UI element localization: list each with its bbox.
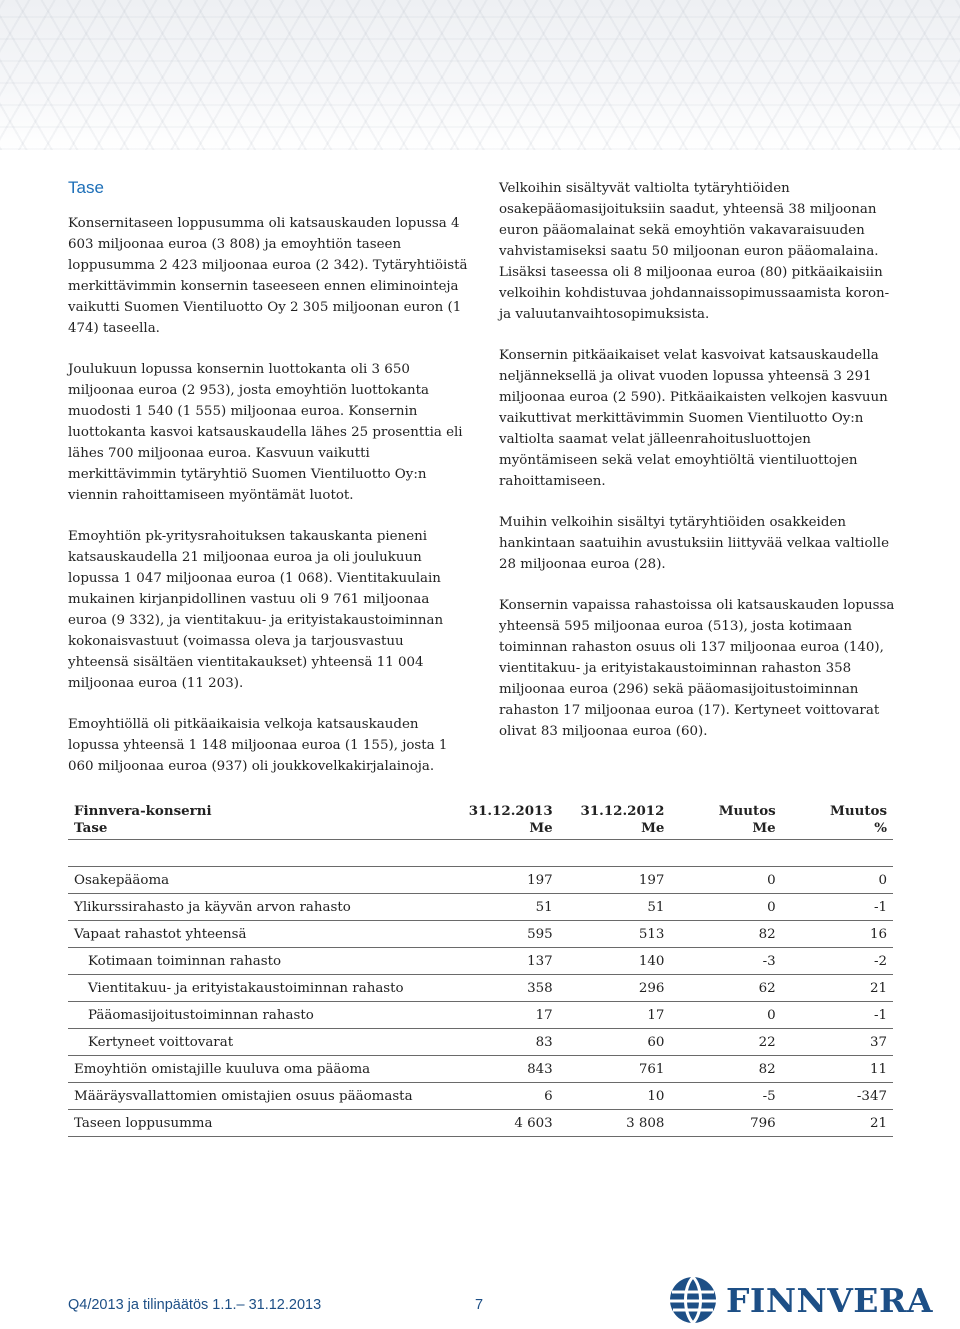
value-change: 796 <box>670 1110 781 1137</box>
right-paragraph: Konsernin vapaissa rahastoissa oli katsauskauden lopussa yhteensä 595 miljoonaa euroa (513), josta kotimaan toiminnan rahaston osuus oli 137 miljoonaa euroa (140), vientitakuu- ja erityistakaustoiminnan rahaston 358 miljoonaa euroa (296) sekä pääomasijoitustoiminnan rahaston 17 miljoonaa euroa (17). Kertyneet voittovarat olivat 83 miljoonaa euroa (60). <box>499 598 895 739</box>
table-row <box>68 1029 893 1056</box>
value-2012: 51 <box>559 894 671 921</box>
table-header-row <box>68 798 893 840</box>
value-change: 82 <box>670 1056 781 1083</box>
header-tase: Tase <box>74 820 108 836</box>
header-2012-date: 31.12.2012 <box>580 803 665 819</box>
table-row <box>68 867 893 894</box>
right-paragraph: Velkoihin sisältyvät valtiolta tytäryhtiöiden osakepääomasijoituksiin saadut, yhteensä 38 miljoonan euron pääomalainat sekä emoyhtiön vakavaraisuuden vahvistamiseksi saatu 50 miljoonan euron pääomalaina. Lisäksi taseessa oli 8 miljoonaa euroa (80) pitkäaikaisiin velkoihin kohdistuvaa johdannaissopimussaamista koron- ja valuutanvaihtosopimuksista. <box>499 181 890 322</box>
left-column <box>68 178 468 797</box>
header-company: Finnvera-konserni <box>74 803 212 819</box>
value-2012: 60 <box>559 1029 671 1056</box>
table-row <box>68 1056 893 1083</box>
header-change-pct-label: Muutos <box>830 803 887 819</box>
table-row <box>68 975 893 1002</box>
table-row <box>68 894 893 921</box>
left-paragraph: Konsernitaseen loppusumma oli katsauskauden lopussa 4 603 miljoonaa euroa (3 808) ja emoyhtiön taseen loppusumma 2 423 miljoonaa euroa (2 342). Tytäryhtiöistä merkittävimmin konsernin taseeseen ennen eliminointeja vaikutti Suomen Vientiluotto Oy 2 305 miljoonan euron (1 474) taseella. <box>68 216 468 336</box>
value-change: 82 <box>670 921 781 948</box>
footer-report-title: Q4/2013 ja tilinpäätös 1.1.– 31.12.2013 <box>68 1297 322 1313</box>
header-2013-unit: Me <box>529 820 553 836</box>
row-label: Kertyneet voittovarat <box>68 1029 447 1056</box>
row-label: Kotimaan toiminnan rahasto <box>68 948 447 975</box>
row-label: Osakepääoma <box>68 867 447 894</box>
value-2012: 296 <box>559 975 671 1002</box>
value-2012: 10 <box>559 1083 671 1110</box>
header-change-unit: Me <box>752 820 776 836</box>
value-change-pct: -1 <box>782 894 893 921</box>
header-change-label: Muutos <box>718 803 776 819</box>
balance-sheet-table <box>68 798 893 1137</box>
logo-wordmark: FINNVERA <box>726 1281 933 1320</box>
value-change: 0 <box>670 1002 781 1029</box>
value-2012: 513 <box>559 921 671 948</box>
table-row <box>68 948 893 975</box>
value-change-pct: 21 <box>782 1110 893 1137</box>
value-2012: 3 808 <box>559 1110 671 1137</box>
value-change-pct: -1 <box>782 1002 893 1029</box>
header-pattern <box>0 0 960 150</box>
table-row <box>68 1002 893 1029</box>
value-2013: 6 <box>447 1083 559 1110</box>
value-change: 0 <box>670 894 781 921</box>
header-2012-unit: Me <box>641 820 665 836</box>
row-label: Määräysvallattomien omistajien osuus pääomasta <box>68 1083 447 1110</box>
page-number: 7 <box>475 1297 484 1313</box>
row-label: Ylikurssirahasto ja käyvän arvon rahasto <box>68 894 447 921</box>
value-change-pct: -347 <box>782 1083 893 1110</box>
left-paragraph: Emoyhtiön pk-yritysrahoituksen takauskanta pieneni katsauskaudella 21 miljoonaa euroa ja oli joulukuun lopussa 1 047 miljoonaa euroa (1 068). Vientitakuulain mukainen kirjanpidollinen vastuu oli 9 761 miljoonaa euroa (9 332), ja vientitakuu- ja erityistakaustoiminnan kokonaisvastuut (voimassa oleva ja tarjousvastuu yhteensä sisältäen vientitakaukset) yhteensä 11 004 miljoonaa euroa (11 203). <box>68 529 444 691</box>
row-label: Pääomasijoitustoiminnan rahasto <box>68 1002 447 1029</box>
value-2012: 197 <box>559 867 671 894</box>
value-2013: 137 <box>447 948 559 975</box>
table-row <box>68 1083 893 1110</box>
value-2012: 17 <box>559 1002 671 1029</box>
value-2013: 17 <box>447 1002 559 1029</box>
value-change: -5 <box>670 1083 781 1110</box>
table-row <box>68 921 893 948</box>
header-title-cell <box>68 798 447 840</box>
row-label: Taseen loppusumma <box>68 1110 447 1137</box>
right-paragraph: Konsernin pitkäaikaiset velat kasvoivat katsauskaudella neljänneksellä ja olivat vuoden lopussa yhteensä 3 291 miljoonaa euroa (2 590). Pitkäaikaisten velkojen kasvuun vaikuttivat merkittävimmin Suomen Vientiluotto Oy:n valtiolta saamat velat jälleenrahoitusluottojen myöntämiseen sekä velat emoyhtiöltä vientiluottojen rahoittamiseen. <box>499 348 888 489</box>
value-2013: 843 <box>447 1056 559 1083</box>
value-change: 62 <box>670 975 781 1002</box>
value-change: 22 <box>670 1029 781 1056</box>
value-change-pct: 16 <box>782 921 893 948</box>
header-change-pct-unit: % <box>874 820 887 836</box>
value-change-pct: 21 <box>782 975 893 1002</box>
header-2012-cell <box>559 798 671 840</box>
value-change-pct: -2 <box>782 948 893 975</box>
value-2012: 140 <box>559 948 671 975</box>
header-spacer <box>68 840 893 867</box>
table-row <box>68 1110 893 1137</box>
header-change-pct-cell <box>782 798 893 840</box>
row-label: Vapaat rahastot yhteensä <box>68 921 447 948</box>
finnvera-logo <box>668 1275 933 1325</box>
row-label: Vientitakuu- ja erityistakaustoiminnan rahasto <box>68 975 447 1002</box>
row-label: Emoyhtiön omistajille kuuluva oma pääoma <box>68 1056 447 1083</box>
value-2013: 83 <box>447 1029 559 1056</box>
header-2013-date: 31.12.2013 <box>468 803 553 819</box>
header-change-cell <box>670 798 781 840</box>
value-change-pct: 0 <box>782 867 893 894</box>
value-2013: 595 <box>447 921 559 948</box>
value-change: 0 <box>670 867 781 894</box>
value-change: -3 <box>670 948 781 975</box>
header-2013-cell <box>447 798 559 840</box>
value-change-pct: 37 <box>782 1029 893 1056</box>
section-title: Tase <box>68 178 104 197</box>
value-change-pct: 11 <box>782 1056 893 1083</box>
left-paragraph: Joulukuun lopussa konsernin luottokanta oli 3 650 miljoonaa euroa (2 953), josta emoyhtiön luottokanta muodosti 1 540 (1 555) miljoonaa euroa. Konsernin luottokanta kasvoi katsauskaudella lähes 25 prosenttia eli lähes 700 miljoonaa euroa. Kasvuun vaikutti merkittävimmin tytäryhtiö Suomen Vientiluotto Oy:n viennin rahoittamiseen myöntämät luotot. <box>68 362 463 503</box>
right-paragraph: Muihin velkoihin sisältyi tytäryhtiöiden osakkeiden hankintaan saatuihin avustuksiin liittyvää velkaa valtiolle 28 miljoonaa euroa (28). <box>499 515 889 572</box>
value-2013: 51 <box>447 894 559 921</box>
value-2012: 761 <box>559 1056 671 1083</box>
value-2013: 4 603 <box>447 1110 559 1137</box>
globe-icon <box>668 1275 718 1325</box>
right-column <box>499 178 899 762</box>
value-2013: 358 <box>447 975 559 1002</box>
left-paragraph: Emoyhtiöllä oli pitkäaikaisia velkoja katsauskauden lopussa yhteensä 1 148 miljoonaa euroa (1 155), josta 1 060 miljoonaa euroa (937) oli joukkovelkakirjalainoja. <box>68 717 448 774</box>
value-2013: 197 <box>447 867 559 894</box>
